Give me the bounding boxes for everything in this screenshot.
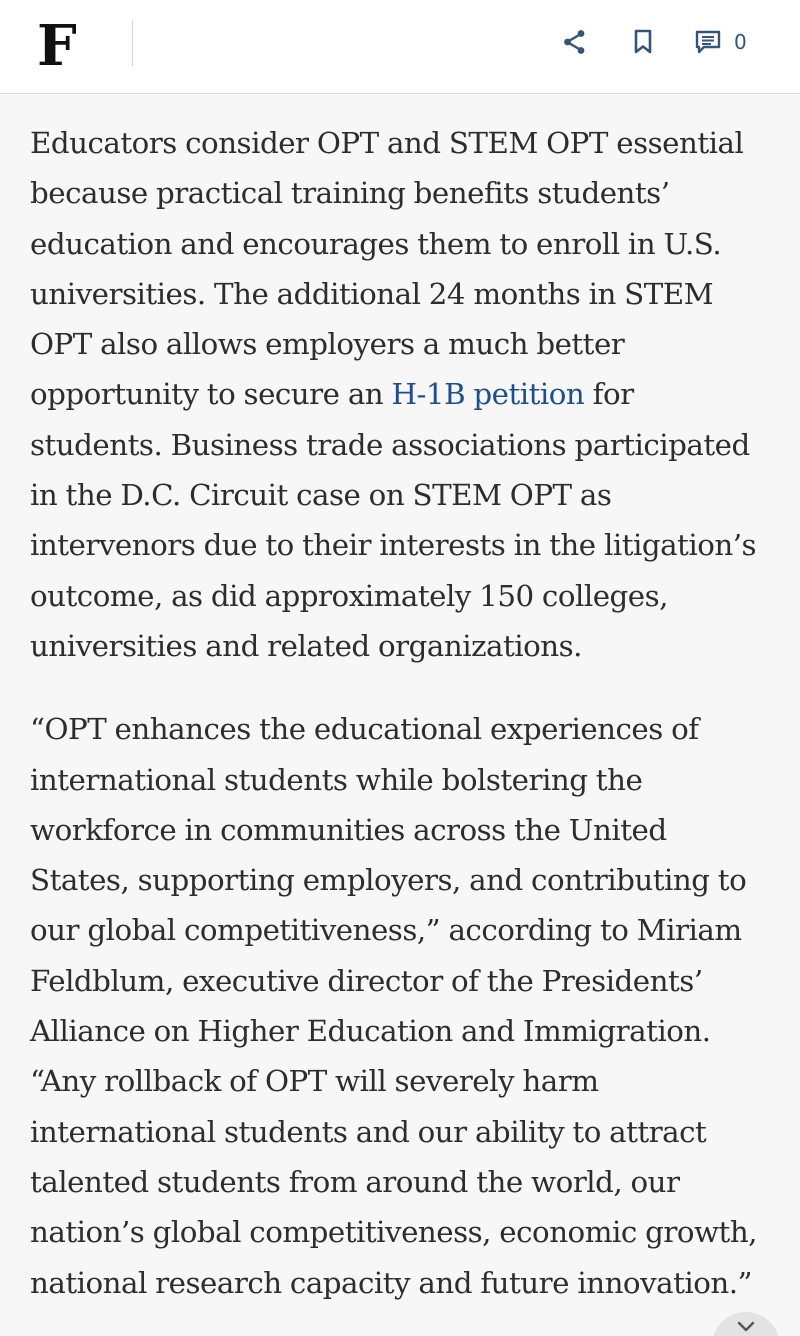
article-paragraph: [30, 118, 770, 671]
paragraph-text: for students. Business trade associations participated in the D.C. Circuit case on STEM OPT as intervenors due to their interests in the litigation’s outcome, as did approximately 150 colleges, universities and related organizations.: [30, 377, 757, 663]
bookmark-icon: [632, 28, 654, 56]
article-quote-paragraph: “OPT enhances the educational experiences of international students while bolstering the workforce in communities across the United States, supporting employers, and contributing to our global competitiveness,” according to Miriam Feldblum, executive director of the Presidents’ Alliance on Higher Education and Immigration. “Any rollback of OPT will severely harm international students and our ability to attract talented students from around the world, our nation’s global competitiveness, economic growth, national research capacity and future innovation.”: [30, 712, 757, 1300]
share-icon: [561, 28, 589, 56]
comment-count: 0: [734, 30, 747, 54]
h1b-petition-link[interactable]: H-1B petition: [391, 377, 585, 412]
share-button[interactable]: [559, 26, 591, 58]
site-logo[interactable]: F: [37, 13, 77, 79]
bookmark-button[interactable]: [627, 26, 659, 58]
comment-icon: [694, 28, 722, 56]
comments-button[interactable]: [694, 26, 760, 58]
scroll-down-button[interactable]: [712, 1312, 780, 1336]
article-body: [30, 118, 770, 1308]
top-bar: [0, 0, 800, 94]
paragraph-text: Educators consider OPT and STEM OPT essential because practical training benefits students’ education and encourages them to enroll in U.S. universities. The additional 24 months in STEM OPT also allows employers a much better opportunity to secure an: [30, 126, 744, 412]
chevron-down-icon: [735, 1320, 757, 1334]
logo-divider: [132, 20, 133, 66]
